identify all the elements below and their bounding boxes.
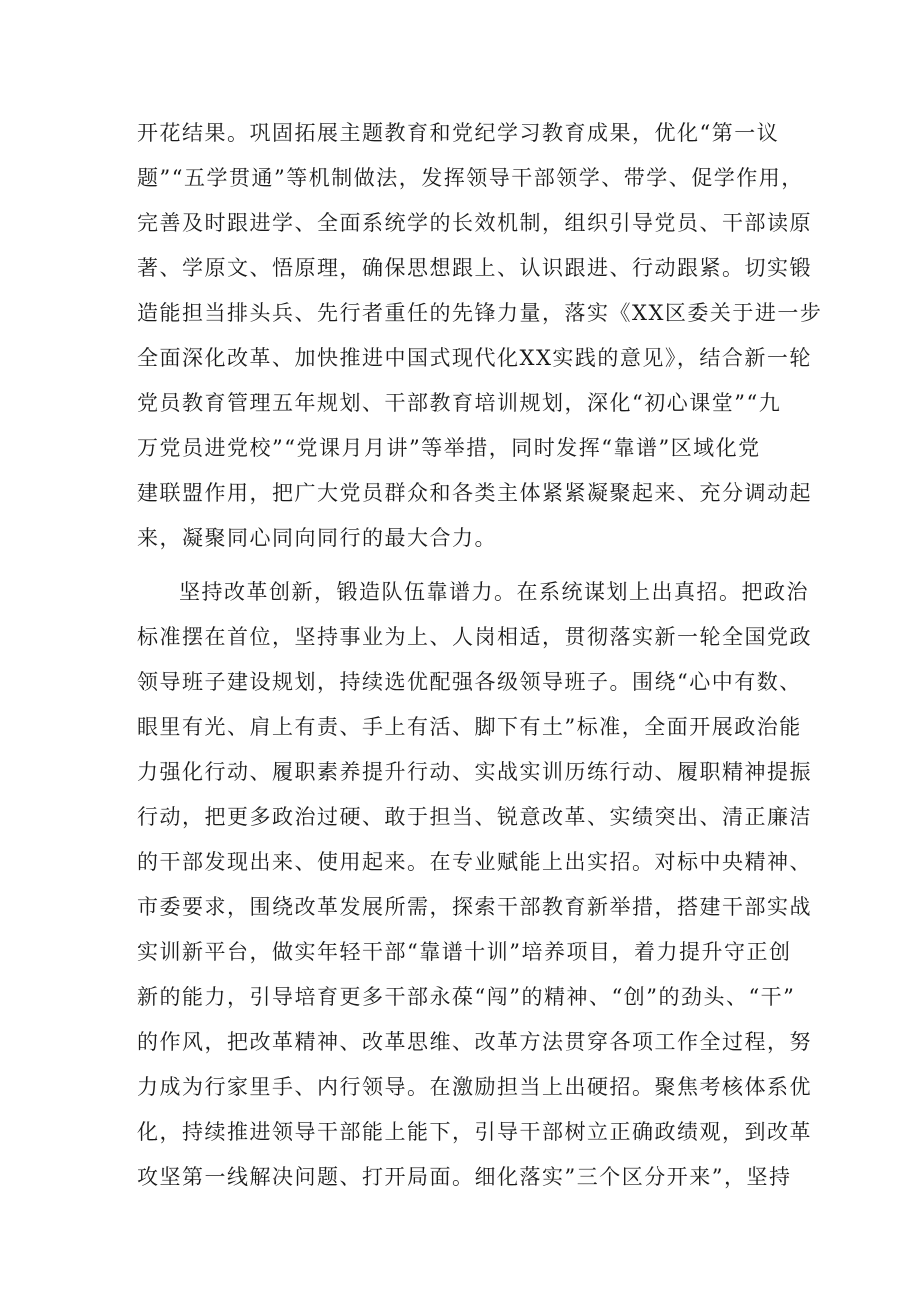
text-line: 开花结果。巩固拓展主题教育和党纪学习教育成果，优化“第一议	[137, 121, 780, 145]
text-line: 党员教育管理五年规划、干部教育培训规划，深化“初心课堂”“九	[137, 391, 782, 415]
text-line: 攻坚第一线解决问题、打开局面。细化落实”三个区分开来”，坚持	[137, 1165, 792, 1189]
text-line: 的作风，把改革精神、改革思维、改革方法贯穿各项工作全过程，努	[137, 1030, 812, 1054]
text-line: 力成为行家里手、内行领导。在激励担当上出硬招。聚焦考核体系优	[137, 1075, 812, 1099]
text-line: 化，持续推进领导干部能上能下，引导干部树立正确政绩观，到改革	[137, 1120, 812, 1144]
text-line: 全面深化改革、加快推进中国式现代化XX实践的意见》，结合新一轮	[137, 346, 812, 370]
text-line: 万党员进党校”“党课月月讲”等举措，同时发挥“靠谱”区域化党	[137, 436, 761, 460]
text-line: 的干部发现出来、使用起来。在专业赋能上出实招。对标中央精神、	[137, 850, 812, 874]
text-line: 标准摆在首位，坚持事业为上、人岗相适，贯彻落实新一轮全国党政	[137, 625, 812, 649]
text-line-paragraph-start: 坚持改革创新，锻造队伍靠谱力。在系统谋划上出真招。把政治	[179, 580, 809, 604]
text-line: 来，凝聚同心同向同行的最大合力。	[137, 526, 497, 550]
text-line: 眼里有光、肩上有责、手上有活、脚下有土”标准，全面开展政治能	[137, 715, 802, 739]
text-line: 著、学原文、悟原理，确保思想跟上、认识跟进、行动跟紧。切实锻	[137, 256, 812, 280]
text-line: 新的能力，引导培育更多干部永葆“闯”的精神、“创”的劲头、“干”	[137, 985, 796, 1009]
text-line: 行动，把更多政治过硬、敢于担当、锐意改革、实绩突出、清正廉洁	[137, 805, 812, 829]
text-line: 完善及时跟进学、全面系统学的长效机制，组织引导党员、干部读原	[137, 211, 812, 235]
text-line: 市委要求，围绕改革发展所需，探索干部教育新举措，搭建干部实战	[137, 895, 812, 919]
text-line: 造能担当排头兵、先行者重任的先锋力量，落实《XX区委关于进一步	[137, 301, 823, 325]
text-line: 力强化行动、履职素养提升行动、实战实训历练行动、履职精神提振	[137, 760, 812, 784]
text-line: 题”“五学贯通”等机制做法，发挥领导干部领学、带学、促学作用，	[137, 166, 804, 190]
text-line: 建联盟作用，把广大党员群众和各类主体紧紧凝聚起来、充分调动起	[137, 481, 812, 505]
text-line: 领导班子建设规划，持续选优配强各级领导班子。围绕“心中有数、	[137, 670, 802, 694]
text-line: 实训新平台，做实年轻干部“靠谱十训”培养项目，着力提升守正创	[137, 940, 792, 964]
